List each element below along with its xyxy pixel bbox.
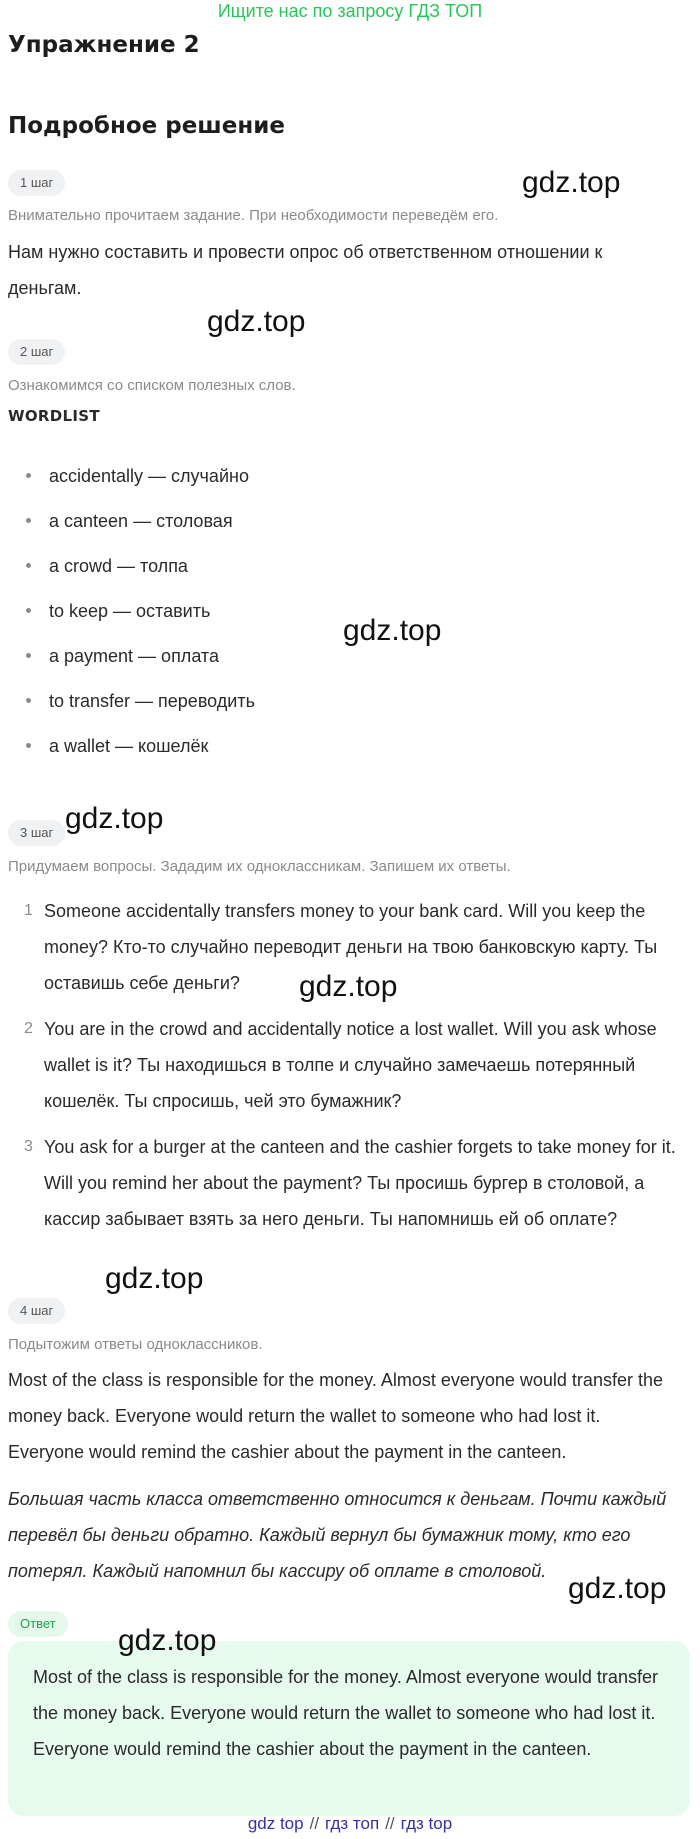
wordlist-item	[26, 464, 249, 488]
question-number: 1	[24, 902, 33, 919]
wordlist-item-text: to keep — оставить	[49, 601, 211, 621]
footer-link-gdz-top[interactable]: gdz top	[247, 1814, 304, 1833]
watermark: gdz.top	[522, 166, 621, 199]
bullet-icon	[26, 743, 31, 748]
step-label: 4 шаг	[8, 1298, 65, 1324]
wordlist-item-text: a crowd — толпа	[49, 556, 188, 576]
watermark: gdz.top	[207, 305, 306, 338]
bullet-icon	[26, 473, 31, 478]
wordlist-item-text: a wallet — кошелёк	[49, 736, 209, 756]
footer-separator: //	[385, 1814, 395, 1833]
footer-links	[0, 1814, 700, 1834]
bullet-icon	[26, 653, 31, 658]
answer-text: Most of the class is responsible for the money. Almost everyone would transfer the money back. Everyone would return the wallet to someone who had lost it. Everyone would remind the cashier about the payment in the canteen.	[33, 1667, 658, 1759]
wordlist-item-text: a payment — оплата	[49, 646, 219, 666]
wordlist-title: WORDLIST	[8, 407, 100, 425]
step-label: 3 шаг	[8, 820, 65, 846]
footer-separator: //	[309, 1814, 320, 1833]
wordlist-item-text: a canteen — столовая	[49, 511, 233, 531]
step-4-badge	[8, 1298, 65, 1324]
wordlist-item	[26, 734, 208, 758]
step-1-hint: Внимательно прочитаем задание. При необходимости переведём его.	[8, 207, 499, 224]
watermark: gdz.top	[568, 1572, 667, 1605]
step-label: 1 шаг	[8, 170, 65, 196]
bullet-icon	[26, 563, 31, 568]
page-title: Упражнение 2	[8, 32, 200, 58]
wordlist-item	[26, 599, 210, 623]
wordlist-item-text: to transfer — переводить	[49, 691, 255, 711]
answer-badge	[8, 1611, 68, 1637]
step-label: 2 шаг	[8, 339, 65, 365]
step-4-text: Most of the class is responsible for the money. Almost everyone would transfer the money back. Everyone would return the wallet to someone who had lost it. Everyone would remind the cashier about the payment in the canteen.	[8, 1370, 663, 1462]
step-2-badge	[8, 339, 65, 365]
step-1-text: Нам нужно составить и провести опрос об ответственном отношении к деньгам.	[8, 242, 603, 298]
step-4-hint: Подытожим ответы одноклассников.	[8, 1336, 263, 1353]
watermark: gdz.top	[65, 802, 164, 835]
question-text: You ask for a burger at the canteen and the cashier forgets to take money for it. Will you remind her about the payment? Ты просишь бургер в столовой, а кассир забывает взять за него деньги. Ты напомнишь ей об оплате?	[44, 1137, 676, 1229]
footer-link-gdz-top-ru[interactable]: гдз топ	[325, 1814, 380, 1833]
wordlist-item-text: accidentally — случайно	[49, 466, 249, 486]
question-text: Someone accidentally transfers money to your bank card. Will you keep the money? Кто-то случайно переводит деньги на твою банковскую карту. Ты оставишь себе деньги?	[44, 901, 658, 993]
step-1-badge	[8, 170, 65, 196]
watermark: gdz.top	[118, 1624, 217, 1657]
step-3-badge	[8, 820, 65, 846]
step-4-text-translation: Большая часть класса ответственно относится к деньгам. Почти каждый перевёл бы деньги обратно. Каждый вернул бы бумажник тому, кто его потерял. Каждый напомнил бы кассиру об оплате в столовой.	[8, 1489, 667, 1581]
bullet-icon	[26, 698, 31, 703]
step-3-hint: Придумаем вопросы. Зададим их одноклассникам. Запишем их ответы.	[8, 858, 511, 875]
wordlist-item	[26, 509, 233, 533]
wordlist-item	[26, 554, 188, 578]
question-number: 2	[24, 1020, 33, 1037]
question-text: You are in the crowd and accidentally notice a lost wallet. Will you ask whose wallet is it? Ты находишься в толпе и случайно замечаешь потерянный кошелёк. Ты спросишь, чей это бумажник?	[44, 1019, 657, 1111]
question-number: 3	[24, 1138, 33, 1155]
step-2-hint: Ознакомимся со списком полезных слов.	[8, 377, 296, 394]
answer-label: Ответ	[8, 1611, 68, 1637]
bullet-icon	[26, 608, 31, 613]
wordlist-item	[26, 689, 255, 713]
watermark: gdz.top	[299, 970, 398, 1003]
watermark: gdz.top	[105, 1262, 204, 1295]
bullet-icon	[26, 518, 31, 523]
top-banner[interactable]: Ищите нас по запросу ГДЗ ТОП	[217, 1, 483, 21]
section-title: Подробное решение	[8, 113, 285, 139]
footer-link-gdz-top-mixed[interactable]: гдз top	[400, 1814, 453, 1833]
wordlist-item	[26, 644, 219, 668]
watermark: gdz.top	[343, 614, 442, 647]
